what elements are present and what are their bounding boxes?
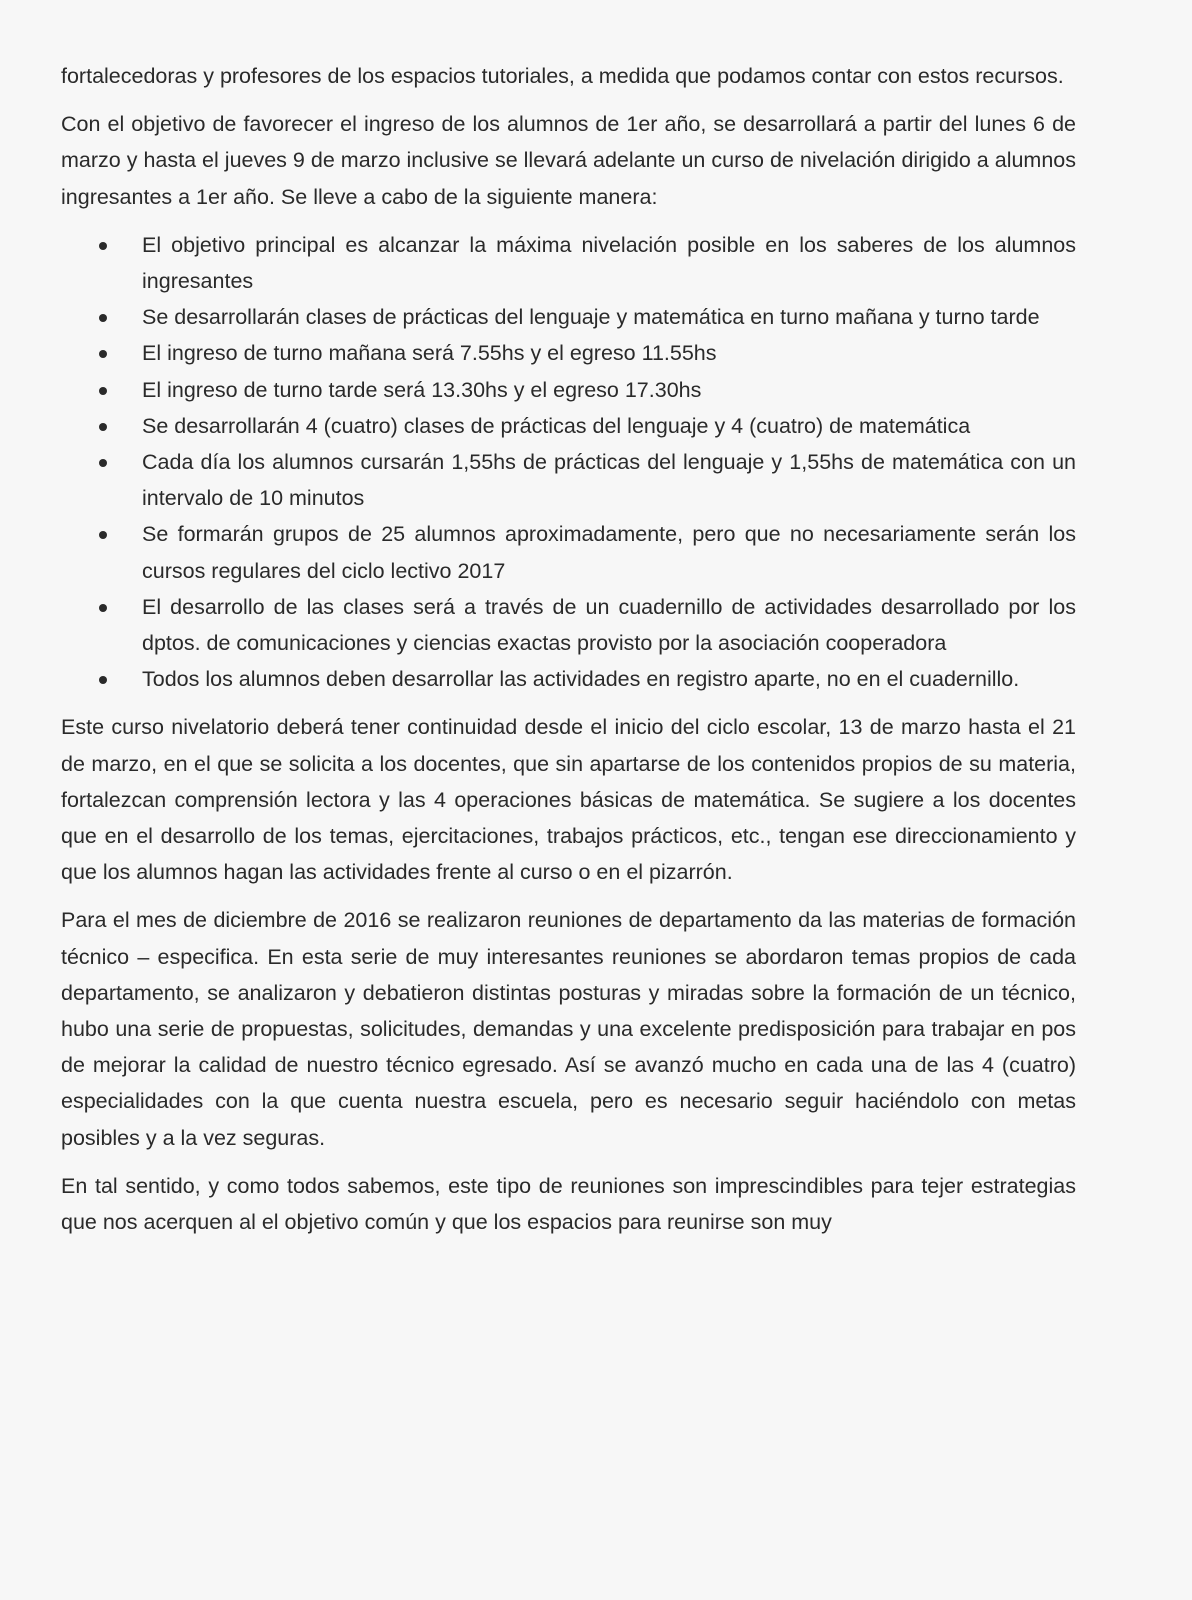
bullet-item (61, 335, 1076, 371)
bullet-text: El ingreso de turno tarde será 13.30hs y el egreso 17.30hs (142, 377, 702, 402)
bullet-icon (99, 242, 107, 250)
document-page (61, 58, 1076, 1252)
bullet-item (61, 444, 1076, 516)
course-paragraph: Con el objetivo de favorecer el ingreso de los alumnos de 1er año, se desarrollará a partir del lunes 6 de marzo y hasta el jueves 9 de marzo inclusive se llevará adelante un curso de nivelación dirigido a alumnos ingresantes a 1er año. Se lleve a cabo de la siguiente manera: (61, 112, 1076, 209)
bullet-text: Todos los alumnos deben desarrollar las actividades en registro aparte, no en el cuadernillo. (142, 667, 1020, 692)
bullet-icon (99, 531, 107, 539)
closing-paragraph: En tal sentido, y como todos sabemos, este tipo de reuniones son imprescindibles para tejer estrategias que nos acerquen al el objetivo común y que los espacios para reunirse son muy (61, 1173, 1076, 1235)
bullet-text: Se formarán grupos de 25 alumnos aproximadamente, pero que no necesariamente serán los cursos regulares del ciclo lectivo 2017 (142, 522, 1076, 583)
bullet-item (61, 661, 1076, 697)
bullet-item (61, 227, 1076, 299)
bullet-text: Se desarrollarán 4 (cuatro) clases de prácticas del lenguaje y 4 (cuatro) de matemática (142, 413, 971, 438)
bullet-icon (99, 350, 107, 358)
meetings-paragraph: Para el mes de diciembre de 2016 se realizaron reuniones de departamento da las materias de formación técnico – especifica. En esta serie de muy interesantes reuniones se abordaron temas propios de cada departamento, se analizaron y debatieron distintas posturas y miradas sobre la formación de un técnico, hubo una serie de propuestas, solicitudes, demandas y una excelente predisposición para trabajar en pos de mejorar la calidad de nuestro técnico egresado. Así se avanzó mucho en cada una de las 4 (cuatro) especialidades con la que cuenta nuestra escuela, pero es necesario seguir haciéndolo con metas posibles y a la vez seguras. (61, 908, 1076, 1150)
bullet-item (61, 516, 1076, 588)
continuity-paragraph: Este curso nivelatorio deberá tener continuidad desde el inicio del ciclo escolar, 13 de marzo hasta el 21 de marzo, en el que se solicita a los docentes, que sin apartarse de los contenidos propios de su materia, fortalezcan comprensión lectora y las 4 operaciones básicas de matemática. Se sugiere a los docentes que en el desarrollo de los temas, ejercitaciones, trabajos prácticos, etc., tengan ese direccionamiento y que los alumnos hagan las actividades frente al curso o en el pizarrón. (61, 715, 1076, 885)
bullet-icon (99, 459, 107, 467)
bullet-text: El desarrollo de las clases será a través de un cuadernillo de actividades desarrollado por los dptos. de comunicaciones y ciencias exactas provisto por la asociación cooperadora (142, 594, 1076, 656)
bullet-icon (99, 423, 107, 431)
bullet-item (61, 299, 1076, 335)
bullet-text: El ingreso de turno mañana será 7.55hs y el egreso 11.55hs (142, 341, 717, 366)
bullet-item (61, 589, 1076, 661)
bullet-text: El objetivo principal es alcanzar la máxima nivelación posible en los saberes de los alumnos ingresantes (142, 232, 1076, 294)
bullet-item (61, 408, 1076, 444)
bullet-icon (99, 387, 107, 395)
course-bullet-list (61, 227, 1076, 698)
bullet-icon (99, 314, 107, 322)
bullet-text: Cada día los alumnos cursarán 1,55hs de prácticas del lenguaje y 1,55hs de matemática con un intervalo de 10 minutos (142, 450, 1076, 511)
bullet-icon (99, 676, 107, 684)
bullet-icon (99, 604, 107, 612)
bullet-item (61, 372, 1076, 408)
bullet-text: Se desarrollarán clases de prácticas del lenguaje y matemática en turno mañana y turno tarde (142, 305, 1040, 330)
intro-paragraph: fortalecedoras y profesores de los espacios tutoriales, a medida que podamos contar con estos recursos. (61, 64, 1064, 88)
